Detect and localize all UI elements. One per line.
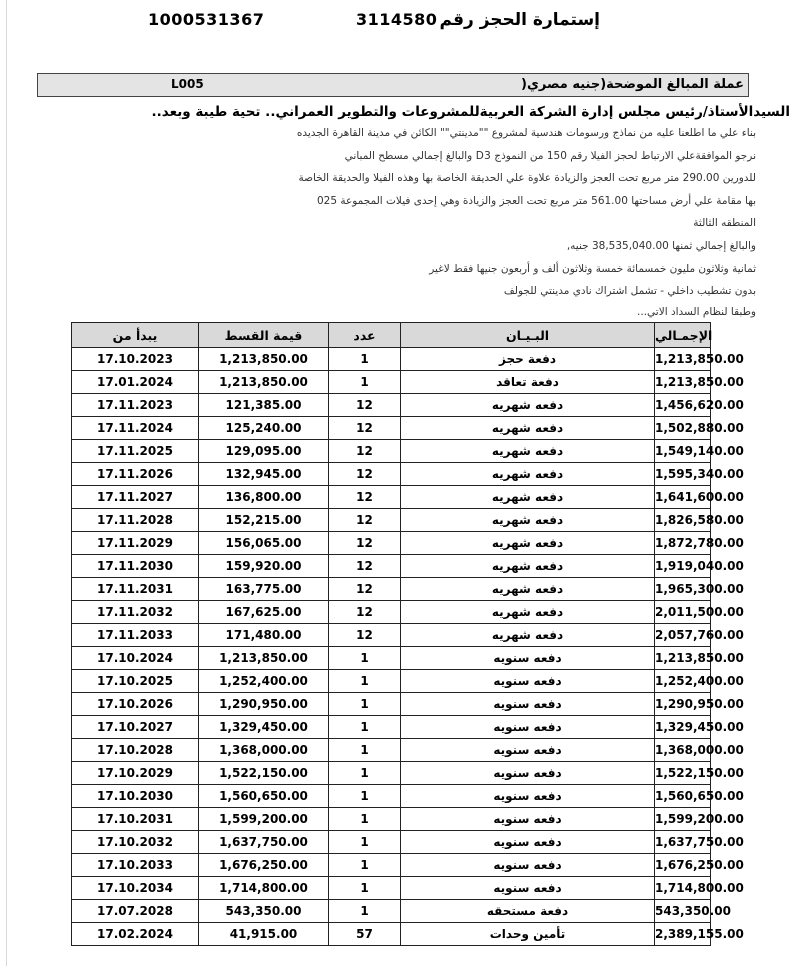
cell-installment: 1,560,650.00 [199,785,329,808]
cell-count: 1 [329,900,401,923]
cell-total: 1,368,000.00 [655,739,711,762]
cell-start-date: 17.01.2024 [72,371,199,394]
header-start: يبدأ من [72,323,199,348]
cell-description: دفعه شهريه [401,624,655,647]
cell-count: 1 [329,670,401,693]
cell-start-date: 17.11.2024 [72,417,199,440]
cell-count: 1 [329,348,401,371]
table-row [72,831,711,854]
cell-installment: 121,385.00 [199,394,329,417]
cell-installment: 1,213,850.00 [199,647,329,670]
cell-start-date: 17.10.2034 [72,877,199,900]
cell-description: تأمين وحدات [401,923,655,946]
cell-start-date: 17.10.2026 [72,693,199,716]
cell-count: 12 [329,394,401,417]
cell-start-date: 17.10.2030 [72,785,199,808]
letter-greeting: السيدالأستاذ/رئيس مجلس إدارة الشركة العربيةللمشروعات والتطوير العمراني.. تحية طيبة وبعد.. [151,104,790,120]
letter-line: وطبقا لنظام السداد الاتي... [637,306,756,318]
cell-count: 1 [329,762,401,785]
cell-start-date: 17.11.2026 [72,463,199,486]
cell-total: 2,389,155.00 [655,923,711,946]
currency-code: L005 [171,77,204,91]
cell-start-date: 17.10.2024 [72,647,199,670]
cell-count: 12 [329,555,401,578]
letter-line: بها مقامة علي أرض مساحتها 561.00 متر مربع تحت العجز والزيادة وهي إحدى فيلات المجموعة 025 [316,195,756,207]
cell-total: 1,213,850.00 [655,348,711,371]
cell-start-date: 17.11.2033 [72,624,199,647]
cell-count: 1 [329,371,401,394]
cell-start-date: 17.11.2027 [72,486,199,509]
cell-start-date: 17.11.2030 [72,555,199,578]
table-row [72,348,711,371]
table-row [72,808,711,831]
cell-description: دفعه سنويه [401,831,655,854]
cell-total: 1,213,850.00 [655,371,711,394]
cell-total: 1,213,850.00 [655,647,711,670]
cell-description: دفعه شهريه [401,601,655,624]
cell-description: دفعه سنويه [401,785,655,808]
table-row [72,509,711,532]
cell-total: 1,329,450.00 [655,716,711,739]
cell-installment: 1,637,750.00 [199,831,329,854]
table-row [72,555,711,578]
cell-description: دفعة حجز [401,348,655,371]
cell-installment: 41,915.00 [199,923,329,946]
cell-count: 12 [329,624,401,647]
cell-description: دفعه شهريه [401,417,655,440]
cell-installment: 1,676,250.00 [199,854,329,877]
cell-start-date: 17.10.2027 [72,716,199,739]
cell-start-date: 17.11.2028 [72,509,199,532]
cell-total: 2,057,760.00 [655,624,711,647]
cell-installment: 129,095.00 [199,440,329,463]
cell-total: 1,637,750.00 [655,831,711,854]
cell-start-date: 17.11.2025 [72,440,199,463]
table-row [72,739,711,762]
cell-description: دفعة مستحقه [401,900,655,923]
table-row [72,900,711,923]
cell-start-date: 17.11.2023 [72,394,199,417]
cell-total: 1,252,400.00 [655,670,711,693]
cell-count: 1 [329,693,401,716]
cell-installment: 125,240.00 [199,417,329,440]
table-row [72,394,711,417]
cell-installment: 1,714,800.00 [199,877,329,900]
cell-description: دفعه شهريه [401,463,655,486]
letter-line: بناء علي ما اطلعنا عليه من نماذج ورسومات هندسية لمشروع ""مدينتي"" الكائن في مدينة القاهرة الجديده [296,127,756,139]
cell-installment: 1,368,000.00 [199,739,329,762]
table-row [72,624,711,647]
cell-installment: 171,480.00 [199,624,329,647]
cell-start-date: 17.10.2033 [72,854,199,877]
cell-total: 1,522,150.00 [655,762,711,785]
booking-id: 1000531367 [148,10,265,29]
cell-total: 1,599,200.00 [655,808,711,831]
cell-installment: 167,625.00 [199,601,329,624]
table-row [72,371,711,394]
cell-description: دفعه شهريه [401,394,655,417]
cell-installment: 1,213,850.00 [199,348,329,371]
cell-installment: 1,522,150.00 [199,762,329,785]
header-description: البـيـان [401,323,655,348]
letter-line: نرجو الموافقةعلي الارتباط لحجز الفيلا رقم 150 من النموذج D3 والبالغ إجمالي مسطح المباني [344,150,756,162]
cell-installment: 1,213,850.00 [199,371,329,394]
cell-installment: 159,920.00 [199,555,329,578]
letter-line: بدون تشطيب داخلي - تشمل اشتراك نادي مدينتي للجولف [503,285,756,297]
cell-installment: 163,775.00 [199,578,329,601]
cell-total: 1,456,620.00 [655,394,711,417]
cell-start-date: 17.10.2031 [72,808,199,831]
cell-description: دفعه سنويه [401,808,655,831]
cell-total: 1,872,780.00 [655,532,711,555]
cell-total: 1,676,250.00 [655,854,711,877]
form-number: 3114580 [356,10,438,29]
cell-installment: 156,065.00 [199,532,329,555]
currency-banner [37,73,749,97]
table-row [72,670,711,693]
cell-count: 1 [329,808,401,831]
table-row [72,578,711,601]
table-row [72,762,711,785]
header-installment: قيمة القسط [199,323,329,348]
cell-total: 543,350.00 [655,900,711,923]
cell-description: دفعه شهريه [401,440,655,463]
cell-start-date: 17.10.2023 [72,348,199,371]
cell-description: دفعة تعاقد [401,371,655,394]
table-row [72,693,711,716]
cell-count: 12 [329,463,401,486]
cell-count: 1 [329,716,401,739]
payment-schedule-table [71,322,744,946]
cell-count: 57 [329,923,401,946]
table-row [72,716,711,739]
table-header-row [72,323,711,348]
cell-count: 12 [329,417,401,440]
cell-description: دفعه شهريه [401,486,655,509]
cell-installment: 1,252,400.00 [199,670,329,693]
table-row [72,417,711,440]
cell-description: دفعه شهريه [401,509,655,532]
table-row [72,877,711,900]
cell-count: 12 [329,509,401,532]
cell-installment: 1,329,450.00 [199,716,329,739]
table-row [72,440,711,463]
currency-label: عملة المبالغ الموضحة(جنيه مصري( [521,77,744,92]
header-count: عدد [329,323,401,348]
table-row [72,785,711,808]
table-row [72,854,711,877]
cell-count: 1 [329,831,401,854]
cell-total: 1,502,880.00 [655,417,711,440]
cell-total: 1,919,040.00 [655,555,711,578]
cell-description: دفعه شهريه [401,555,655,578]
cell-total: 1,595,340.00 [655,463,711,486]
cell-start-date: 17.11.2029 [72,532,199,555]
cell-description: دفعه سنويه [401,739,655,762]
cell-total: 1,549,140.00 [655,440,711,463]
cell-description: دفعه سنويه [401,877,655,900]
table-row [72,486,711,509]
cell-count: 12 [329,532,401,555]
table-row [72,601,711,624]
cell-total: 1,290,950.00 [655,693,711,716]
cell-count: 12 [329,578,401,601]
cell-description: دفعه سنويه [401,854,655,877]
cell-start-date: 17.10.2028 [72,739,199,762]
cell-start-date: 17.07.2028 [72,900,199,923]
cell-installment: 136,800.00 [199,486,329,509]
cell-description: دفعه سنويه [401,670,655,693]
cell-installment: 152,215.00 [199,509,329,532]
cell-total: 1,560,650.00 [655,785,711,808]
table-row [72,532,711,555]
cell-installment: 132,945.00 [199,463,329,486]
cell-total: 1,714,800.00 [655,877,711,900]
cell-description: دفعه سنويه [401,647,655,670]
letter-line: المنطقه الثالثة [693,217,756,229]
cell-start-date: 17.10.2025 [72,670,199,693]
cell-count: 1 [329,739,401,762]
cell-description: دفعه سنويه [401,716,655,739]
cell-total: 2,011,500.00 [655,601,711,624]
cell-count: 12 [329,440,401,463]
header-total: الإجمـالي [655,323,711,348]
cell-total: 1,965,300.00 [655,578,711,601]
cell-count: 1 [329,647,401,670]
cell-count: 1 [329,785,401,808]
cell-installment: 543,350.00 [199,900,329,923]
cell-start-date: 17.11.2031 [72,578,199,601]
letter-line: والبالغ إجمالي ثمنها 38,535,040.00 جنيه, [566,240,756,252]
form-title: إستمارة الحجز رقم [439,10,600,30]
table-row [72,647,711,670]
table-row [72,463,711,486]
cell-description: دفعه سنويه [401,693,655,716]
cell-count: 1 [329,877,401,900]
page-edge [6,0,7,966]
letter-line: ثمانية وثلاثون مليون خمسمائة خمسة وثلاثون ألف و أربعون جنيها فقط لاغير [429,263,756,275]
cell-total: 1,826,580.00 [655,509,711,532]
cell-count: 12 [329,601,401,624]
cell-installment: 1,290,950.00 [199,693,329,716]
cell-count: 1 [329,854,401,877]
cell-start-date: 17.10.2029 [72,762,199,785]
cell-description: دفعه شهريه [401,578,655,601]
table-row [72,923,711,946]
cell-total: 1,641,600.00 [655,486,711,509]
cell-start-date: 17.11.2032 [72,601,199,624]
cell-count: 12 [329,486,401,509]
cell-description: دفعه شهريه [401,532,655,555]
letter-line: للدورين 290.00 متر مربع تحت العجز والزيادة علاوة علي الحديقة الخاصة بها وهذه الفيلا والحديقة الخاصة [298,172,756,184]
cell-installment: 1,599,200.00 [199,808,329,831]
cell-start-date: 17.02.2024 [72,923,199,946]
cell-description: دفعه سنويه [401,762,655,785]
cell-start-date: 17.10.2032 [72,831,199,854]
